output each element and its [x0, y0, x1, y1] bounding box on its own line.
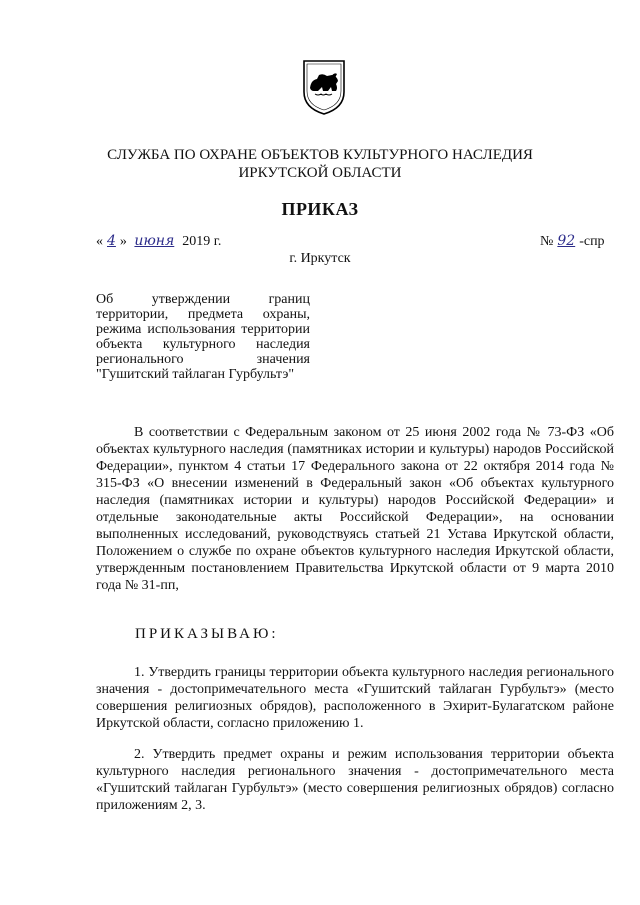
date-year: 2019 г.	[182, 234, 222, 249]
preamble-text: В соответствии с Федеральным законом от 25 июня 2002 года № 73-ФЗ «Об объектах культурного наследия (памятниках истории и культуры) народов Российской Федерации», пунктом 4 статьи 17 Федерального закона от 22 октября 2014 года № 315-ФЗ «О внесении изменений в Федеральный закон «Об объектах культурного наследия (памятниках истории и культуры) народов Российской Федерации» и отдельные законодательные акты Российской Федерации», на основании выполненных исследований, руководствуясь статьей 21 Устава Иркутской области, Положением о службе по охране объектов культурного наследия Иркутской области, утвержденным постановлением Правительства Иркутской области от 9 марта 2010 года № 31-пп,	[96, 425, 614, 593]
number-prefix: №	[540, 234, 554, 249]
number-value: 92	[557, 233, 576, 249]
agency-name-line-1: СЛУЖБА ПО ОХРАНЕ ОБЪЕКТОВ КУЛЬТУРНОГО НАСЛЕДИЯ	[107, 147, 533, 163]
date-day: 4	[107, 233, 116, 249]
agency-name-line-2: ИРКУТСКОЙ ОБЛАСТИ	[238, 165, 402, 181]
document-title: ПРИКАЗ	[281, 199, 359, 219]
number-suffix: -спр	[579, 234, 605, 249]
order-number	[540, 233, 605, 250]
preamble-paragraph	[96, 424, 614, 594]
order-item-text: 2. Утвердить предмет охраны и режим использования территории объекта культурного наследия регионального значения - достопримечательного места «Гушитский тайлаган Гурбультэ» (место совершения религиозных обрядов) согласно приложениям 2, 3.	[96, 747, 614, 813]
coat-of-arms-emblem	[301, 58, 347, 116]
order-subject: Об утверждении границ территории, предмета охраны, режима использования территории объекта культурного наследия регионального значения "Гушитский тайлаган Гурбультэ"	[96, 292, 310, 382]
date-quote-close: »	[119, 234, 127, 249]
city: г. Иркутск	[289, 251, 351, 266]
order-item-text: 1. Утвердить границы территории объекта культурного наследия регионального значения - достопримечательного места «Гушитский тайлаган Гурбультэ» (место совершения религиозных обрядов), расположенного в Эхирит-Булагатском районе Иркутской области, согласно приложению 1.	[96, 665, 614, 731]
order-item	[96, 664, 614, 732]
date-quote-open: «	[96, 234, 103, 249]
order-date	[96, 233, 221, 250]
order-keyword: ПРИКАЗЫВАЮ:	[135, 626, 279, 642]
order-item	[96, 746, 614, 814]
date-month: июня	[134, 233, 175, 249]
